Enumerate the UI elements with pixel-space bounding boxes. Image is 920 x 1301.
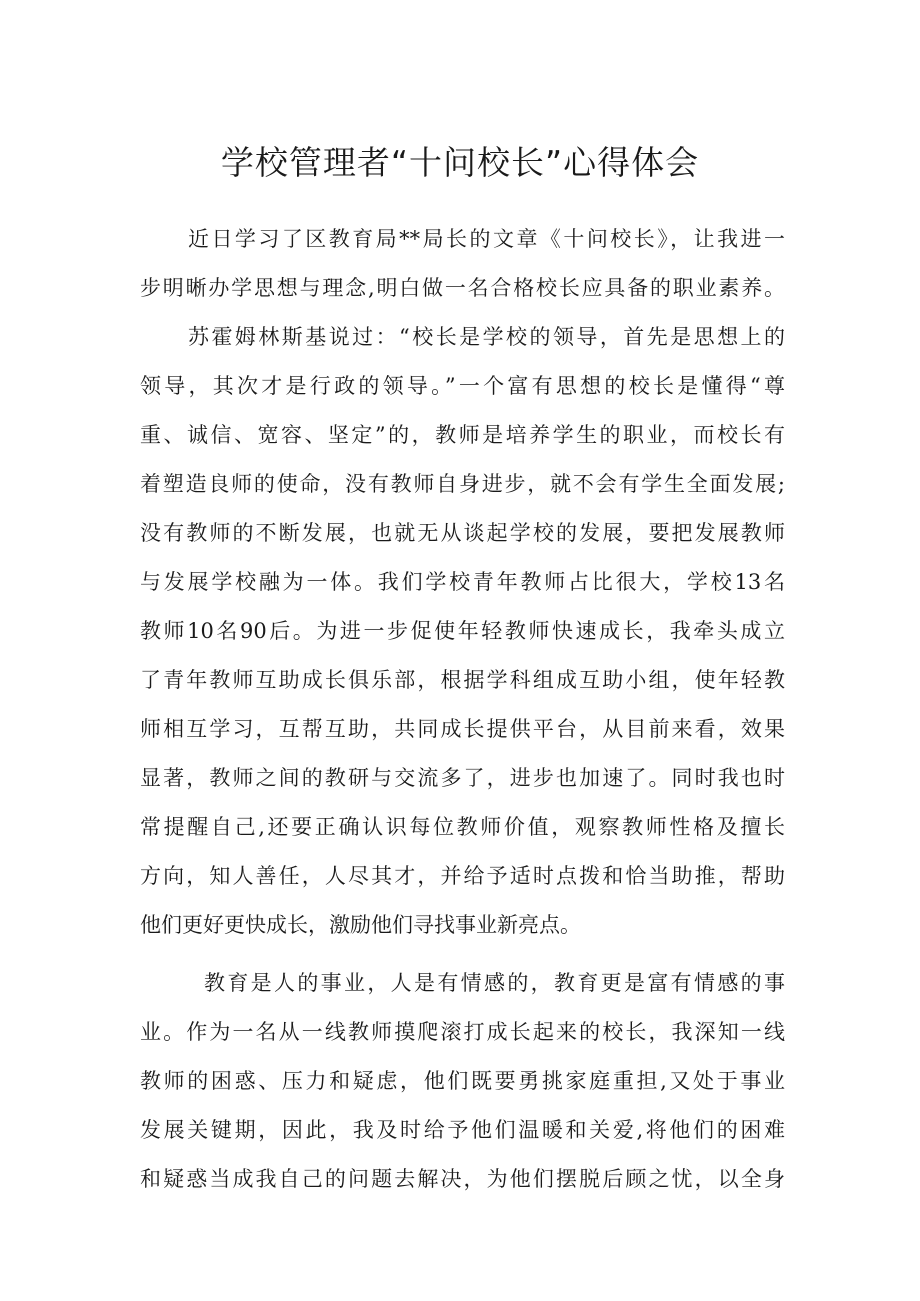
- paragraph-2-line-13: 他们更好更快成长，激励他们寻找事业新亮点。: [140, 913, 581, 937]
- paragraph-2-line-2: 领导，其次才是行政的领导。”一个富有思想的校长是懂得“尊: [140, 374, 785, 398]
- paragraph-2-line-11: 常提醒自己,还要正确认识每位教师价值，观察教师性格及擅长: [140, 815, 785, 839]
- paragraph-2-line-8: 了青年教师互助成长俱乐部，根据学科组成互助小组，使年轻教: [140, 668, 785, 692]
- paragraph-2-line-12: 方向，知人善任，人尽其才，并给予适时点拨和恰当助推，帮助: [140, 864, 785, 888]
- paragraph-2-line-3: 重、诚信、宽容、坚定”的，教师是培养学生的职业，而校长有: [140, 423, 785, 447]
- paragraph-3-line-1: 教育是人的事业，人是有情感的，教育更是富有情感的事: [204, 971, 785, 995]
- paragraph-2-line-5: 没有教师的不断发展，也就无从谈起学校的发展，要把发展教师: [140, 521, 785, 545]
- paragraph-2-line-10: 显著，教师之间的教研与交流多了，进步也加速了。同时我也时: [140, 766, 785, 790]
- paragraph-1-line-1: 近日学习了区教育局**局长的文章《十问校长》，让我进一: [188, 227, 785, 251]
- paragraph-2-line-4: 着塑造良师的使命，没有教师自身进步，就不会有学生全面发展;: [140, 472, 785, 496]
- paragraph-2-line-6: 与发展学校融为一体。我们学校青年教师占比很大，学校13名: [140, 570, 785, 594]
- paragraph-2-line-9: 师相互学习，互帮互助，共同成长提供平台，从目前来看，效果: [140, 717, 785, 741]
- paragraph-3-line-3: 教师的困惑、压力和疑虑，他们既要勇挑家庭重担,又处于事业: [140, 1069, 785, 1093]
- document-title: 学校管理者“十问校长”心得体会: [220, 143, 700, 182]
- paragraph-1-line-2: 步明晰办学思想与理念,明白做一名合格校长应具备的职业素养。: [140, 276, 785, 300]
- paragraph-2-line-1: 苏霍姆林斯基说过：“校长是学校的领导，首先是思想上的: [188, 325, 785, 349]
- paragraph-2-line-7: 教师10名90后。为进一步促使年轻教师快速成长，我牵头成立: [140, 619, 785, 643]
- paragraph-3-line-4: 发展关键期，因此，我及时给予他们温暖和关爱,将他们的困难: [140, 1118, 785, 1142]
- paragraph-3-line-5: 和疑惑当成我自己的问题去解决，为他们摆脱后顾之忧，以全身: [140, 1167, 785, 1191]
- paragraph-3-line-2: 业。作为一名从一线教师摸爬滚打成长起来的校长，我深知一线: [140, 1020, 785, 1044]
